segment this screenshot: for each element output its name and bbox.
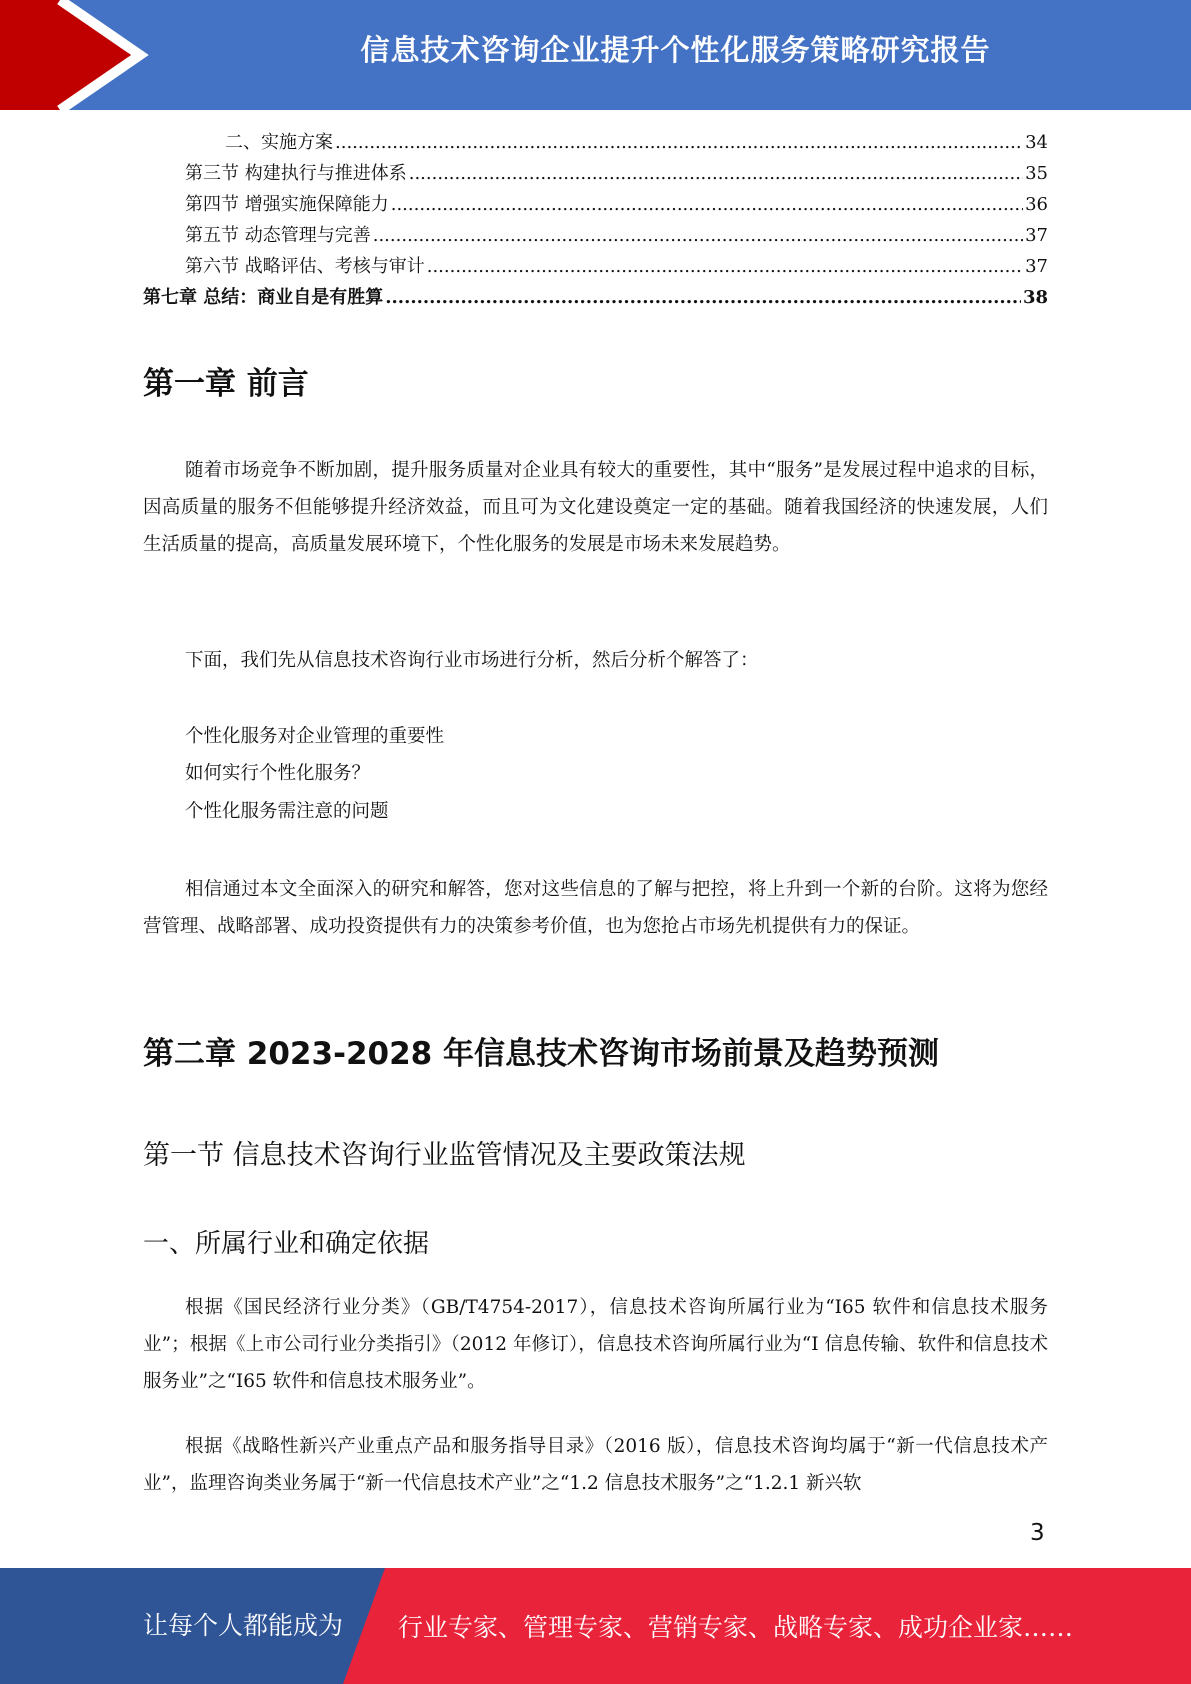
list-item: 个性化服务对企业管理的重要性 xyxy=(185,726,445,747)
toc-entry-label: 第七章 总结：商业自是有胜算 xyxy=(143,287,384,308)
list-item: 如何实行个性化服务？ xyxy=(185,763,371,784)
toc-entry-label: 第六节 战略评估、考核与审计 xyxy=(185,256,425,277)
report-title: 信息技术咨询企业提升个性化服务策略研究报告 xyxy=(360,33,991,67)
toc-leader-dots xyxy=(409,163,1023,184)
chapter-1-paragraph-1: 随着市场竞争不断加剧，提升服务质量对企业具有较大的重要性，其中“服务”是发展过程中追求的目标，因高质量的服务不但能够提升经济效益，而且可为文化建设奠定一定的基础。随着我国经济的快速发展，人们生活质量的提高，高质量发展环境下，个性化服务的发展是市场未来发展趋势。 xyxy=(143,460,1048,555)
toc-entry[interactable] xyxy=(143,190,1048,221)
toc-entry-page: 34 xyxy=(1025,132,1048,153)
toc-entry[interactable] xyxy=(143,221,1048,252)
toc-leader-dots xyxy=(391,194,1023,215)
footer-slogan-right: 行业专家、管理专家、营销专家、战略专家、成功企业家…… xyxy=(398,1613,1074,1642)
table-of-contents xyxy=(143,128,1048,314)
toc-entry-label: 第三节 构建执行与推进体系 xyxy=(185,163,407,184)
toc-entry-label: 二、实施方案 xyxy=(225,132,333,153)
toc-entry-page: 35 xyxy=(1025,163,1048,184)
footer-banner xyxy=(0,1568,1191,1684)
toc-entry[interactable] xyxy=(143,283,1048,314)
chapter-1-paragraph-2: 下面，我们先从信息技术咨询行业市场进行分析，然后分析个解答了： xyxy=(185,650,759,671)
chapter-1-paragraph-3: 相信通过本文全面深入的研究和解答，您对这些信息的了解与把控，将上升到一个新的台阶。这将为您经营管理、战略部署、成功投资提供有力的决策参考价值，也为您抢占市场先机提供有力的保证。 xyxy=(143,879,1048,937)
toc-entry[interactable] xyxy=(143,128,1048,159)
toc-entry-page: 37 xyxy=(1025,225,1048,246)
chapter-1-heading: 第一章 前言 xyxy=(143,366,309,402)
toc-leader-dots xyxy=(373,225,1023,246)
list-item: 个性化服务需注意的问题 xyxy=(185,801,389,822)
toc-entry-page: 37 xyxy=(1025,256,1048,277)
section-1-heading: 第一节 信息技术咨询行业监管情况及主要政策法规 xyxy=(143,1140,746,1171)
toc-entry[interactable] xyxy=(143,252,1048,283)
toc-leader-dots xyxy=(427,256,1023,277)
header-banner xyxy=(0,0,1191,110)
chapter-2-paragraph-1: 根据《国民经济行业分类》（GB/T4754-2017），信息技术咨询所属行业为“I65 软件和信息技术服务业”；根据《上市公司行业分类指引》（2012 年修订），信息技术咨询所属行业为“I 信息传输、软件和信息技术服务业”之“I65 软件和信息技术服务业”。 xyxy=(143,1297,1048,1392)
page-number: 3 xyxy=(1030,1520,1045,1546)
toc-entry-label: 第四节 增强实施保障能力 xyxy=(185,194,389,215)
toc-entry-page: 38 xyxy=(1022,287,1048,308)
chapter-2-paragraph-2: 根据《战略性新兴产业重点产品和服务指导目录》（2016 版），信息技术咨询均属于“新一代信息技术产业”，监理咨询类业务属于“新一代信息技术产业”之“1.2 信息技术服务”之“1.2.1 新兴软 xyxy=(143,1436,1048,1494)
toc-leader-dots xyxy=(335,132,1023,153)
toc-entry[interactable] xyxy=(143,159,1048,190)
subsection-1-heading: 一、所属行业和确定依据 xyxy=(143,1229,430,1259)
toc-leader-dots xyxy=(385,287,1021,308)
toc-entry-page: 36 xyxy=(1025,194,1048,215)
footer-slogan-left: 让每个人都能成为 xyxy=(143,1611,344,1640)
toc-entry-label: 第五节 动态管理与完善 xyxy=(185,225,371,246)
chapter-2-heading: 第二章 2023-2028 年信息技术咨询市场前景及趋势预测 xyxy=(143,1036,940,1072)
